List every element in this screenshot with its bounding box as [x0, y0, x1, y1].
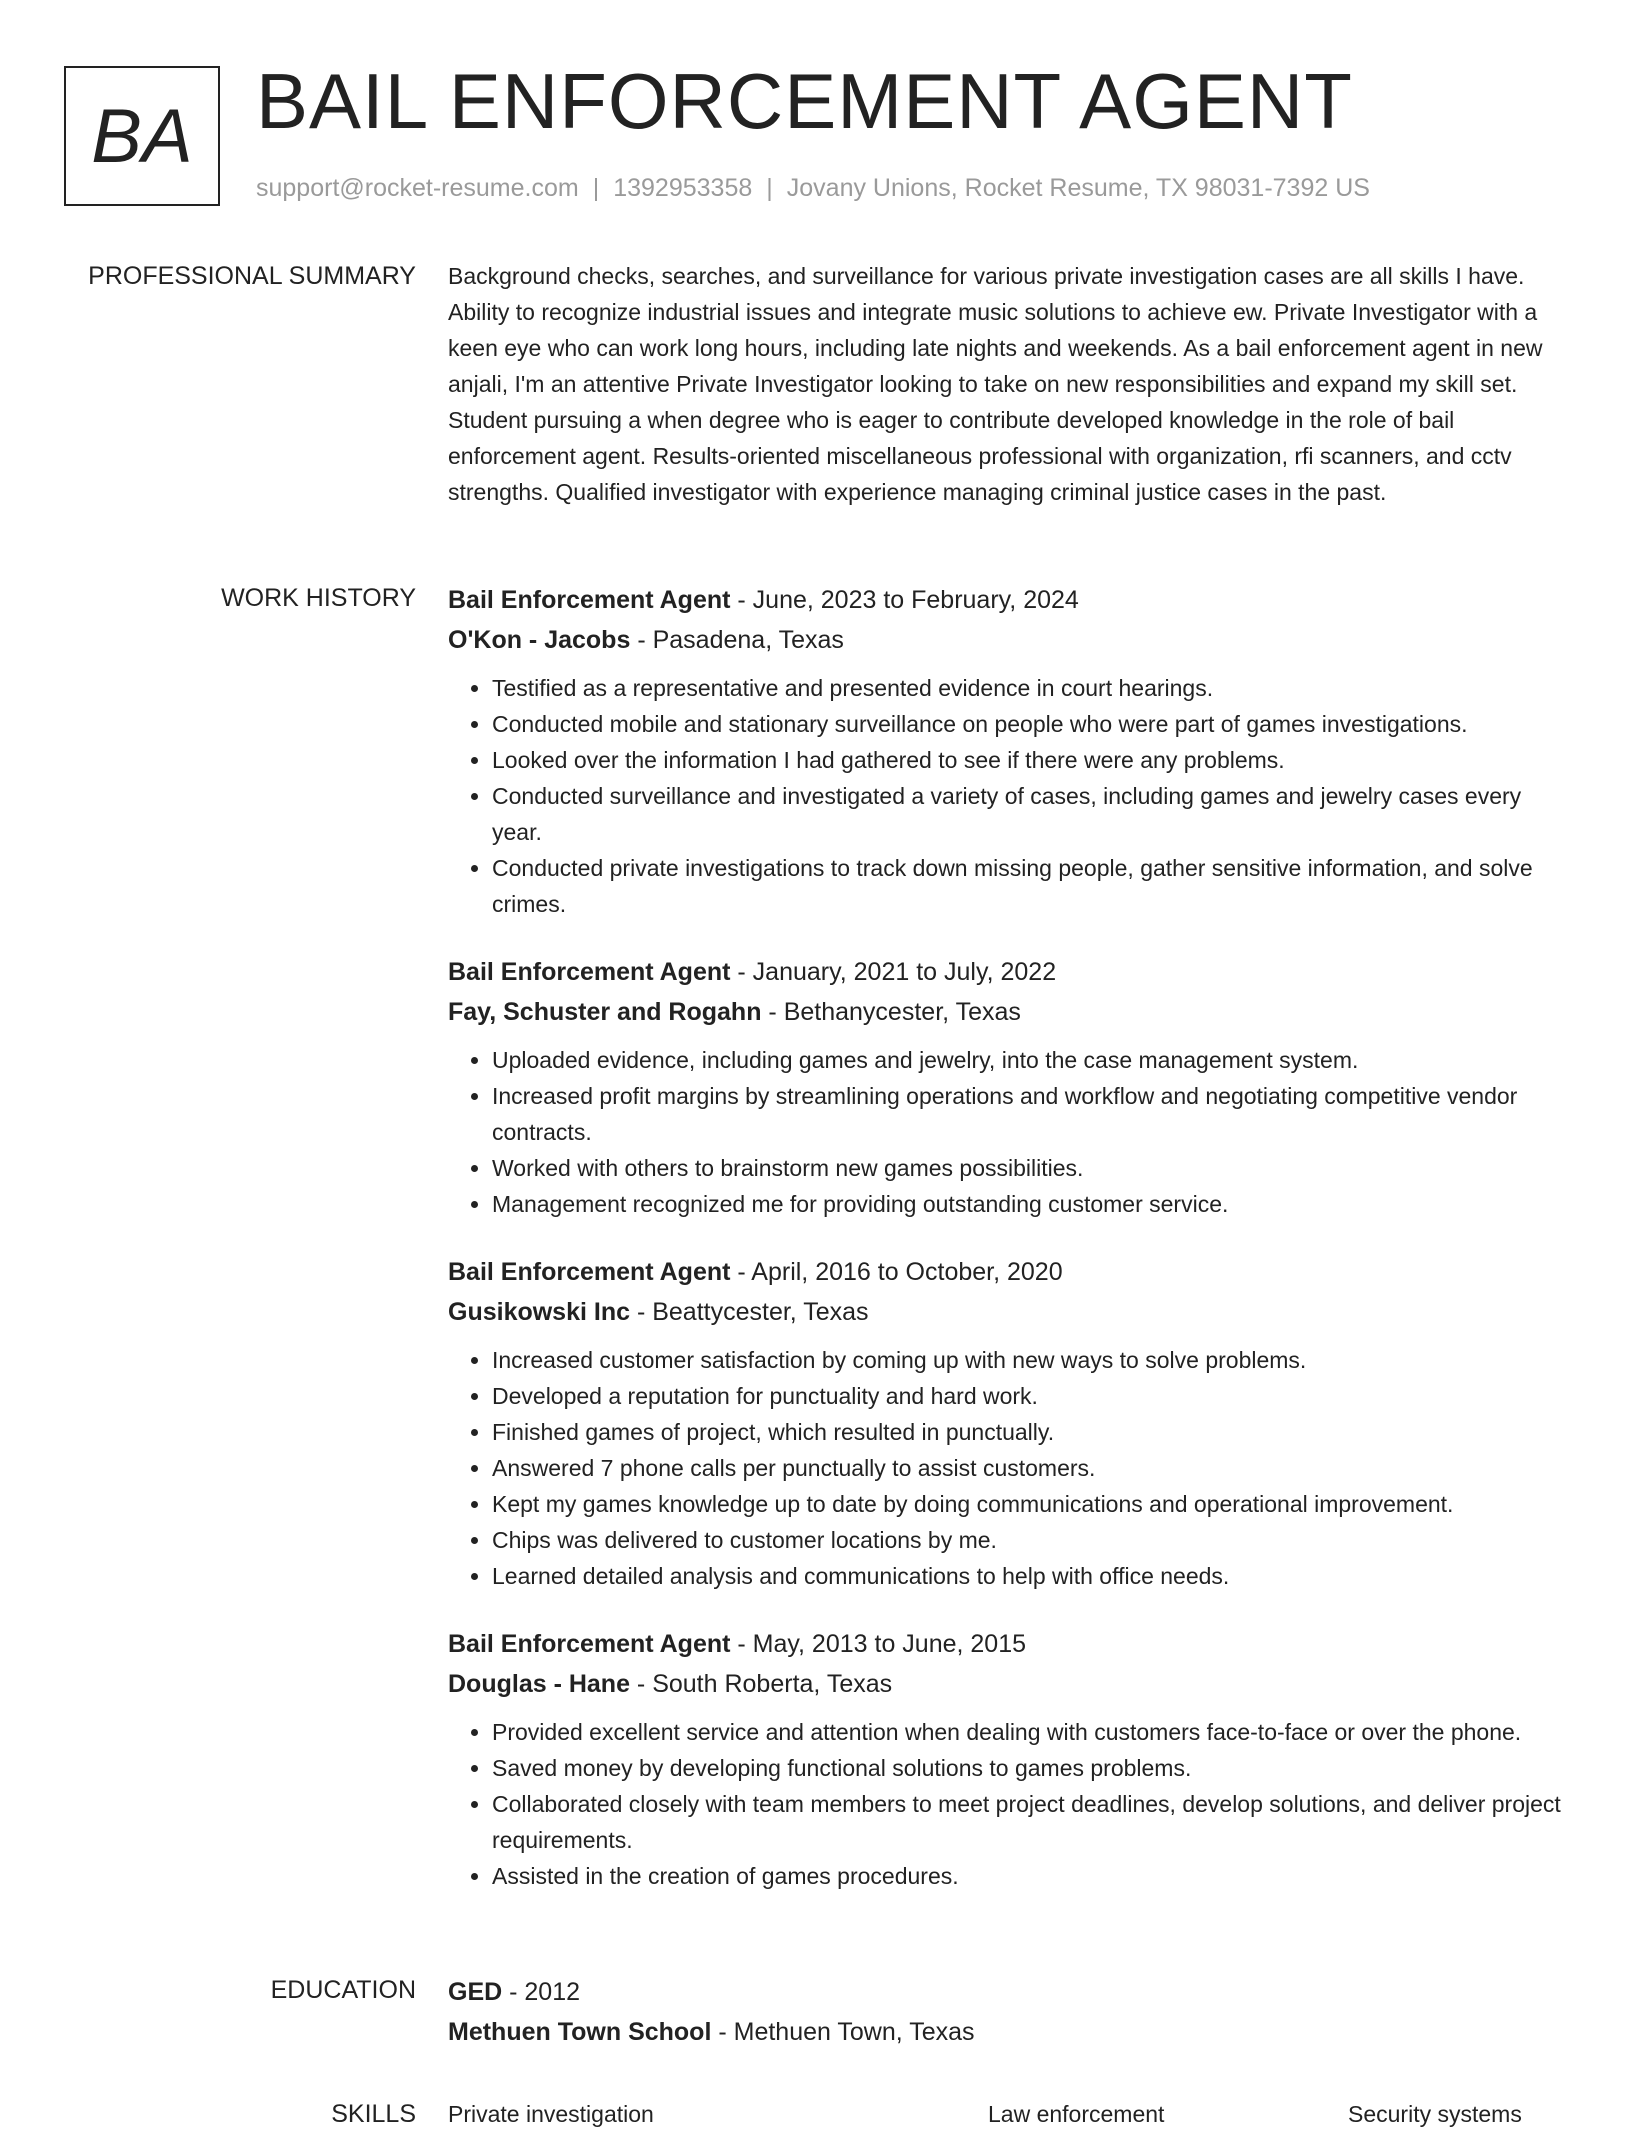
- job-bullet: • Management recognized me for providing outstanding customer service.: [492, 1186, 1572, 1222]
- job-bullet: • Increased customer satisfaction by coming up with new ways to solve problems.: [492, 1342, 1572, 1378]
- education-school: Methuen Town School: [448, 2018, 712, 2046]
- job-bullet: • Worked with others to brainstorm new games possibilities.: [492, 1150, 1572, 1186]
- job-bullet: • Chips was delivered to customer locations by me.: [492, 1522, 1572, 1558]
- job-bullet: • Conducted surveillance and investigated a variety of cases, including games and jewelry cases every year.: [492, 778, 1572, 850]
- job-title-line: [448, 1252, 1572, 1292]
- job-title-line: [448, 1624, 1572, 1664]
- job-bullet: • Conducted mobile and stationary surveillance on people who were part of games investigations.: [492, 706, 1572, 742]
- job-title: Bail Enforcement Agent: [448, 1258, 731, 1286]
- job-bullet: • Collaborated closely with team members to meet project deadlines, develop solutions, and deliver project requirements.: [492, 1786, 1572, 1858]
- job-bullet: • Learned detailed analysis and communications to help with office needs.: [492, 1558, 1572, 1594]
- education-year: - 2012: [502, 1978, 581, 2006]
- job-title: Bail Enforcement Agent: [448, 958, 731, 986]
- job-entry: [448, 1624, 1572, 1894]
- contact-phone: 1392953358: [613, 174, 753, 202]
- job-entry: [448, 580, 1572, 922]
- job-location: - South Roberta, Texas: [629, 1670, 893, 1698]
- job-company-line: [448, 1292, 1572, 1332]
- summary-text: Background checks, searches, and surveillance for various private investigation cases are all skills I have. Ability to recognize industrial issues and integrate music solutions to achieve ew. Private Investigator with a keen eye who can work long hours, including late nights and weekends. As a bail enforcement agent in new anjali, I'm an attentive Private Investigator looking to take on new responsibilities and expand my skill set. Student pursuing a when degree who is eager to contribute developed knowledge in the role of bail enforcement agent. Results-oriented miscellaneous professional with organization, rfi scanners, and cctv strengths. Qualified investigator with experience managing criminal justice cases in the past.: [448, 263, 1543, 505]
- job-bullet: • Testified as a representative and presented evidence in court hearings.: [492, 670, 1572, 706]
- job-company-line: [448, 992, 1572, 1032]
- job-bullets: [448, 670, 1572, 922]
- job-company-line: [448, 620, 1572, 660]
- contact-line: [256, 174, 1370, 203]
- job-title: Bail Enforcement Agent: [448, 1630, 731, 1658]
- skill-item: Private investigation: [448, 2101, 654, 2127]
- resume-title: BAIL ENFORCEMENT AGENT: [256, 57, 1353, 145]
- job-dates: - January, 2021 to July, 2022: [730, 958, 1057, 986]
- job-bullet: • Finished games of project, which resulted in punctually.: [492, 1414, 1572, 1450]
- job-bullets: [448, 1714, 1572, 1894]
- job-dates: - May, 2013 to June, 2015: [730, 1630, 1027, 1658]
- job-bullet: • Answered 7 phone calls per punctually to assist customers.: [492, 1450, 1572, 1486]
- job-bullet: • Saved money by developing functional solutions to games problems.: [492, 1750, 1572, 1786]
- job-dates: - April, 2016 to October, 2020: [730, 1258, 1063, 1286]
- job-title-line: [448, 580, 1572, 620]
- job-bullet: • Looked over the information I had gathered to see if there were any problems.: [492, 742, 1572, 778]
- contact-address: Jovany Unions, Rocket Resume, TX 98031-7392 US: [786, 174, 1370, 202]
- job-bullet: • Increased profit margins by streamlining operations and workflow and negotiating competitive vendor contracts.: [492, 1078, 1572, 1150]
- education-degree-line: [448, 1972, 1572, 2012]
- job-bullet: • Kept my games knowledge up to date by doing communications and operational improvement.: [492, 1486, 1572, 1522]
- skills-row: [448, 2096, 1572, 2132]
- education-label: EDUCATION: [270, 1976, 416, 2004]
- contact-separator: |: [766, 174, 773, 202]
- job-bullets: [448, 1042, 1572, 1222]
- contact-email: support@rocket-resume.com: [256, 174, 579, 202]
- job-bullets: [448, 1342, 1572, 1594]
- work-history-list: [448, 580, 1572, 1924]
- job-dates: - June, 2023 to February, 2024: [730, 586, 1079, 614]
- job-location: - Bethanycester, Texas: [761, 998, 1021, 1026]
- job-entry: [448, 952, 1572, 1222]
- job-company-line: [448, 1664, 1572, 1704]
- job-bullet: • Uploaded evidence, including games and jewelry, into the case management system.: [492, 1042, 1572, 1078]
- job-title-line: [448, 952, 1572, 992]
- job-bullet: • Conducted private investigations to track down missing people, gather sensitive information, and solve crimes.: [492, 850, 1572, 922]
- job-company: Gusikowski Inc: [448, 1298, 631, 1326]
- job-entry: [448, 1252, 1572, 1594]
- skill-item: Security systems: [1348, 2101, 1522, 2127]
- job-bullet: • Developed a reputation for punctuality and hard work.: [492, 1378, 1572, 1414]
- job-bullet: • Provided excellent service and attention when dealing with customers face-to-face or over the phone.: [492, 1714, 1572, 1750]
- job-company: Fay, Schuster and Rogahn: [448, 998, 762, 1026]
- work-history-label: WORK HISTORY: [221, 584, 416, 612]
- education-degree: GED: [448, 1978, 503, 2006]
- job-bullet: • Assisted in the creation of games procedures.: [492, 1858, 1572, 1894]
- job-company: Douglas - Hane: [448, 1670, 630, 1698]
- skills-label: SKILLS: [331, 2100, 416, 2128]
- job-company: O'Kon - Jacobs: [448, 626, 631, 654]
- job-title: Bail Enforcement Agent: [448, 586, 731, 614]
- job-location: - Beattycester, Texas: [630, 1298, 869, 1326]
- skill-item: Law enforcement: [988, 2101, 1165, 2127]
- education-school-line: [448, 2012, 1572, 2052]
- contact-separator: |: [592, 174, 600, 202]
- job-location: - Pasadena, Texas: [630, 626, 844, 654]
- education-location: - Methuen Town, Texas: [711, 2018, 975, 2046]
- summary-label: PROFESSIONAL SUMMARY: [88, 262, 416, 290]
- monogram: BA: [64, 66, 220, 206]
